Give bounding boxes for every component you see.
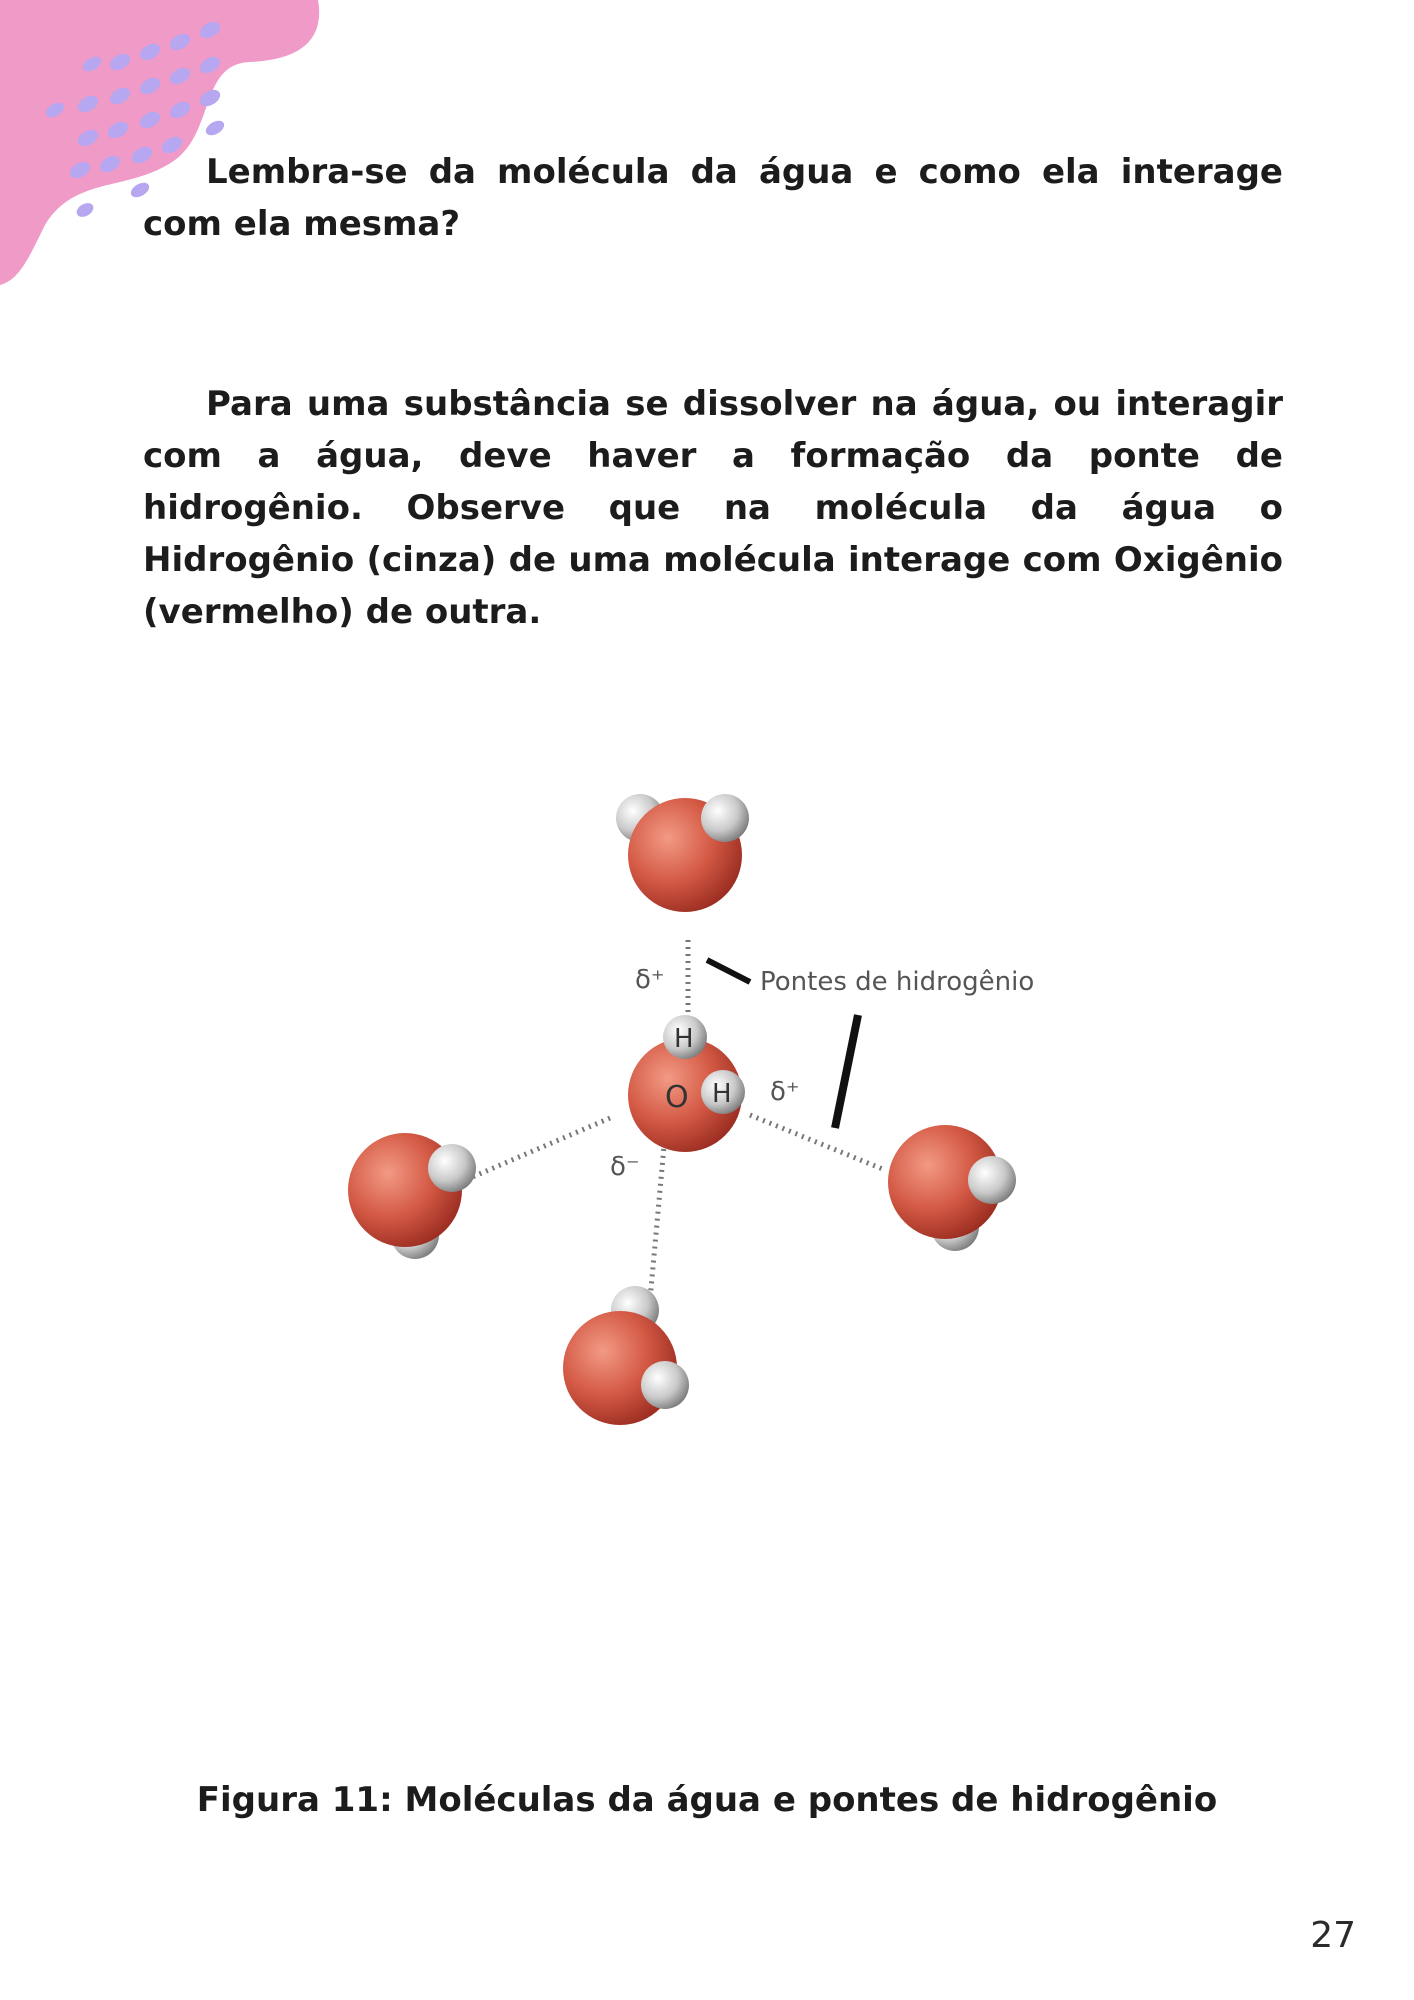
molecule-left [348, 1133, 476, 1259]
question-paragraph: Lembra-se da molécula da água e como ela interage com ela mesma? [143, 152, 1283, 244]
atom-h-label-top: H [674, 1024, 694, 1054]
callout-line-2 [835, 1015, 858, 1128]
molecule-right [888, 1125, 1016, 1251]
callout-line-1 [707, 960, 750, 982]
figure-caption: Figura 11: Moléculas da água e pontes de hidrogênio [196, 1780, 1218, 1820]
page-number: 27 [1310, 1915, 1356, 1956]
delta-minus-label: δ⁻ [610, 1152, 640, 1182]
explanation-paragraph: Para uma substância se dissolver na água, ou interagir com a água, deve haver a formação da ponte de hidrogênio. Observe que na molécula da água o Hidrogênio (cinza) de uma molécula interage com Oxigênio (vermelho) de outra. [143, 384, 1283, 632]
atom-o-label: O [665, 1080, 689, 1115]
water-molecules-figure [280, 740, 1100, 1500]
molecule-top [616, 794, 749, 912]
delta-plus-label-right: δ⁺ [770, 1077, 800, 1107]
molecule-center [628, 1015, 745, 1152]
hydrogen-bonds-label: Pontes de hidrogênio [760, 967, 1035, 997]
molecule-bottom [563, 1286, 689, 1425]
delta-plus-label-top: δ⁺ [635, 965, 665, 995]
atom-h-label-right: H [712, 1079, 732, 1109]
